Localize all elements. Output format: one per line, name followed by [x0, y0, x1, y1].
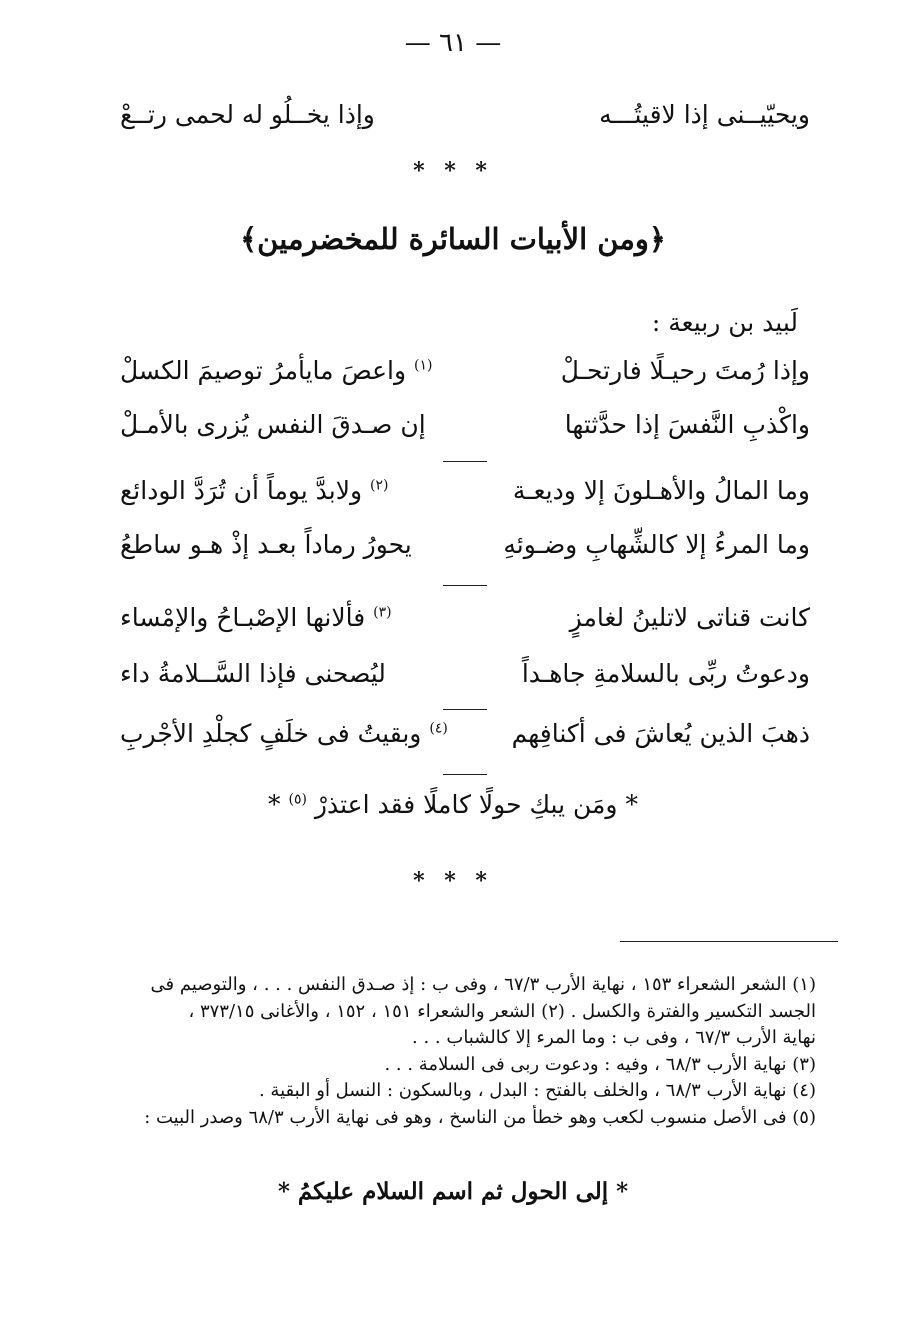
verse-second-hemistich: $^{(٢)}$ ولابدَّ يوماً أن تُرَدَّ الودائع	[120, 476, 389, 505]
verse-6	[120, 659, 810, 699]
closing-star: *	[268, 790, 281, 819]
verse-second-hemistich: $^{(٤)}$ وبقيتُ فى خلَفٍ كجلْدِ الأجْربِ	[120, 719, 448, 748]
opening-verse-first-hemistich: ويحيّيــنى إذا لاقيتُـــه	[599, 100, 810, 129]
verse-second-hemistich: ليُصحنى فإذا السَّــلامةُ داء	[120, 659, 386, 688]
footnote-marker: (٣)	[373, 604, 392, 621]
verse-second-hemistich: يحورُ رماداً بعـد إذْ هـو ساطعُ	[120, 530, 412, 559]
verse-separator	[443, 774, 487, 775]
verse-second-hemistich: $^{(١)}$ واعصَ مايأمرُ توصيمَ الكسلْ	[120, 356, 433, 385]
verse-first-hemistich: وما المرءُ إلا كالشِّهابِ وضـوئهِ	[503, 530, 810, 559]
divider-stars-top: * * *	[413, 158, 493, 184]
verse-5	[120, 603, 810, 643]
verse-first-hemistich: ودعوتُ ربِّى بالسلامةِ جاهـداً	[521, 659, 810, 688]
verse-first-hemistich: واكْذبِ النَّفسَ إذا حدَّثتها	[564, 410, 810, 439]
verse-1	[120, 356, 810, 396]
quoted-hemistich: * إلى الحول ثم اسم السلام عليكمُ *	[277, 1178, 629, 1205]
footnote-line: الجسد التكسير والفترة والكسل . (٢) الشعر والشعراء ١٥١ ، ١٥٢ ، والأغانى ٣٧٣/١٥ ،	[188, 1000, 816, 1022]
footnote-marker: (٢)	[370, 477, 389, 494]
verse-3	[120, 476, 810, 516]
closing-hemistich: * ومَن يبكِ حولًا كاملًا فقد اعتذرْ $^{(٥)}$ *	[268, 790, 638, 819]
verse-first-hemistich: وما المالُ والأهـلونَ إلا وديعـة	[512, 476, 810, 505]
footnote-line: (٥) فى الأصل منسوب لكعب وهو خطأ من الناسخ ، وهو فى نهاية الأرب ٦٨/٣ وصدر البيت :	[144, 1106, 816, 1128]
verse-separator	[443, 585, 487, 586]
footnotes	[96, 972, 816, 1131]
footnote-rule	[620, 941, 838, 942]
section-title: ﴿ومن الأبيات السائرة للمخضرمين﴾	[240, 222, 666, 256]
footnote-line: (٤) نهاية الأرب ٦٨/٣ ، والخلف بالفتح : البدل ، وبالسكون : النسل أو البقية .	[258, 1080, 816, 1101]
verse-first-hemistich: ذهبَ الذين يُعاشَ فى أكنافِهم	[511, 719, 810, 748]
poet-name: لَبيد بن ربيعة :	[651, 308, 798, 337]
footnote-marker: (٤)	[429, 720, 448, 737]
verse-4	[120, 530, 810, 570]
verse-second-hemistich: إن صـدقَ النفس يُزرى بالأمـلْ	[120, 410, 426, 439]
page-number: — ٦١ —	[404, 28, 502, 58]
verse-first-hemistich: وإذا رُمتَ رحيـلًا فارتحـلْ	[560, 356, 810, 385]
footnote-line: (١) الشعر الشعراء ١٥٣ ، نهاية الأرب ٦٧/٣ ، وفى ب : إذ صـدق النفس . . . ، والتوصيم فى	[150, 974, 816, 995]
opening-verse	[120, 100, 810, 140]
verse-first-hemistich: كانت قناتى لاتلينُ لغامزٍ	[569, 603, 810, 632]
footnote-line: (٣) نهاية الأرب ٦٨/٣ ، وفيه : ودعوت ربى فى السلامة . . .	[384, 1053, 816, 1075]
verse-second-hemistich: $^{(٣)}$ فألانها الإصْبـاحُ والإمْساء	[120, 603, 392, 632]
opening-verse-second-hemistich: وإذا يخــلُو له لحمى رتــعْ	[120, 100, 375, 129]
verse-7	[120, 719, 810, 759]
verse-separator	[443, 709, 487, 710]
footnote-marker: (٥)	[288, 791, 307, 808]
footnote-marker: (١)	[414, 357, 433, 374]
verse-2	[120, 410, 810, 450]
verse-separator	[443, 461, 487, 462]
footnote-line: نهاية الأرب ٦٧/٣ ، وفى ب : وما المرء إلا كالشباب . . .	[412, 1027, 816, 1048]
divider-stars-bottom: * * *	[413, 868, 493, 894]
